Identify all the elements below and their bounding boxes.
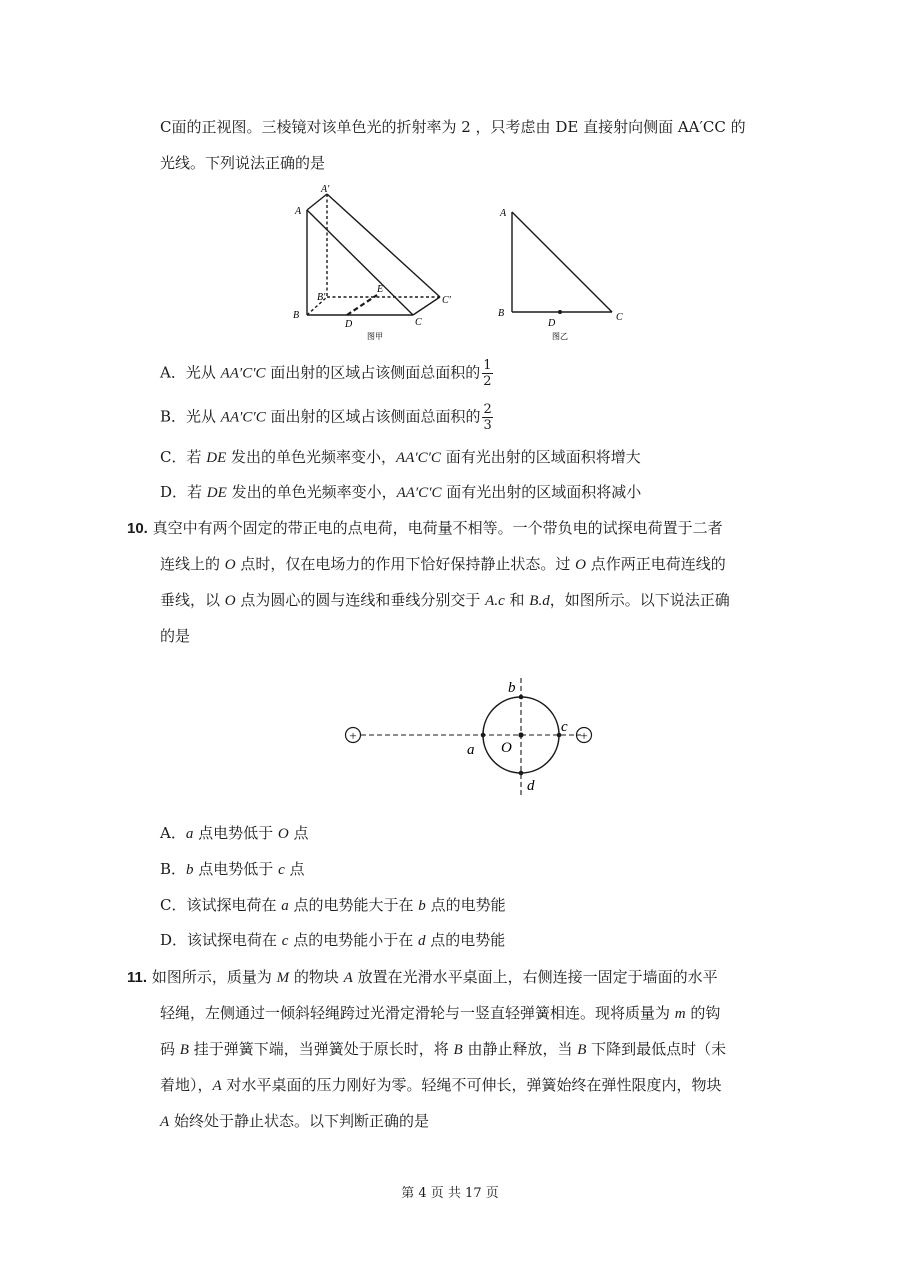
q11-line5: A 始终处于静止状态。以下判断正确的是: [160, 1112, 429, 1130]
q11-line2: 轻绳，左侧通过一倾斜轻绳跨过光滑定滑轮与一竖直轻弹簧相连。现将质量为 m 的钩: [160, 1004, 721, 1022]
q9-figure-triangle: [492, 200, 642, 342]
page-footer: 第 4 页 共 17 页: [401, 1186, 499, 1201]
right-charge: +: [580, 728, 588, 743]
caption-fig-b: 图乙: [552, 332, 568, 341]
q10-line3: 垂线，以 O 点为圆心的圆与连线和垂线分别交于 A.c 和 B.d，如图所示。以下说法正确: [160, 591, 730, 609]
label-A: A: [500, 208, 507, 219]
q9-option-d: D．若 DE 发出的单色光频率变小，AA′C′C 面有光出射的区域面积将减小: [160, 483, 642, 501]
q10-option-b: B．b 点电势低于 c 点: [160, 860, 305, 878]
q10-line1: 10. 真空中有两个固定的带正电的点电荷，电荷量不相等。一个带负电的试探电荷置于二者: [127, 519, 723, 537]
label-O: O: [501, 740, 512, 756]
q10-line4: 的是: [160, 627, 191, 645]
q9-intro-line2: 光线。下列说法正确的是: [160, 154, 326, 172]
q10-option-d: D．该试探电荷在 c 点的电势能小于在 d 点的电势能: [160, 931, 506, 949]
q10-option-c: C．该试探电荷在 a 点的电势能大于在 b 点的电势能: [160, 896, 506, 914]
label-B: B: [498, 308, 505, 319]
label-c: c: [561, 719, 568, 735]
q9-option-a: A．光从 AA′C′C 面出射的区域占该侧面总面积的 $\frac{1}{2}$: [160, 358, 492, 389]
label-C-prime: C′: [442, 295, 451, 306]
label-B-prime: B′: [317, 292, 326, 303]
label-a: a: [467, 742, 475, 758]
label-C: C: [415, 317, 422, 328]
q11-line3: 码 B 挂于弹簧下端，当弹簧处于原长时，将 B 由静止释放，当 B 下降到最低点时（未: [160, 1040, 727, 1058]
q10-option-a: A．a 点电势低于 O 点: [160, 824, 309, 842]
q11-number: 11.: [127, 969, 148, 986]
q10-figure-charges: [335, 670, 605, 805]
caption-fig-a: 图甲: [367, 332, 383, 341]
q9-figure-prism: [285, 182, 465, 342]
q11-line4: 着地），A 对水平桌面的压力刚好为零。轻绳不可伸长，弹簧始终在弹性限度内，物块: [160, 1076, 722, 1094]
label-D: D: [548, 318, 556, 329]
label-B: B: [293, 310, 300, 321]
left-charge: +: [349, 728, 357, 743]
label-A: A: [295, 206, 302, 217]
label-D: D: [345, 319, 353, 330]
label-b: b: [508, 680, 516, 696]
q9-intro-line1: C面的正视图。三棱镜对该单色光的折射率为 2 ，只考虑由 DE 直接射向侧面 AA′CC 的: [160, 118, 746, 136]
label-E: E: [377, 284, 384, 295]
label-d: d: [527, 778, 535, 794]
q10-number: 10.: [127, 520, 148, 537]
label-A-prime: A′: [321, 184, 330, 195]
label-C: C: [616, 312, 623, 323]
q10-line2: 连线上的 O 点时，仅在电场力的作用下恰好保持静止状态。过 O 点作两正电荷连线的: [160, 555, 726, 573]
q9-option-c: C．若 DE 发出的单色光频率变小，AA′C′C 面有光出射的区域面积将增大: [160, 448, 641, 466]
q9-option-b: B．光从 AA′C′C 面出射的区域占该侧面总面积的 $\frac{2}{3}$: [160, 402, 492, 433]
q11-line1: 11. 如图所示，质量为 M 的物块 A 放置在光滑水平桌面上，右侧连接一固定于墙面的水平: [127, 968, 718, 986]
